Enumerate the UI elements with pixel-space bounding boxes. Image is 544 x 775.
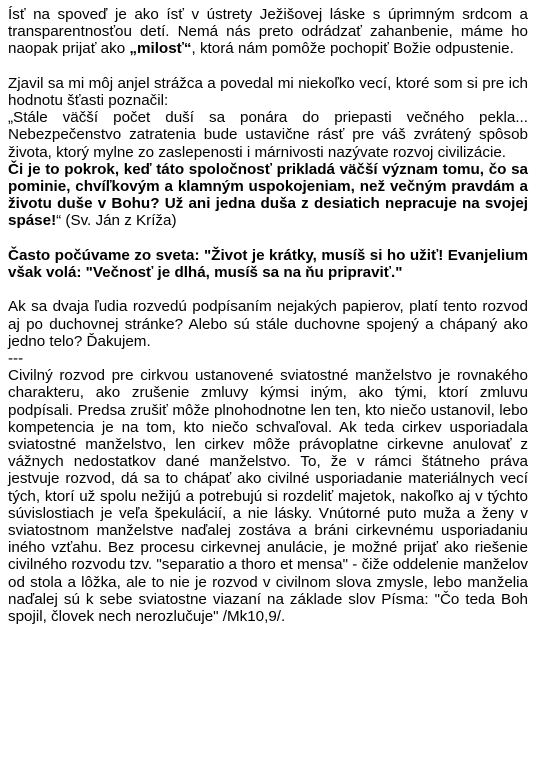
- separator-text: ---: [8, 350, 24, 368]
- paragraph-confession-emphasis: „milosť“: [129, 40, 192, 58]
- paragraph-angel: Zjavil sa mi môj anjel strážca a povedal mi niekoľko vecí, ktoré som si pre ich hodnotu šťasti poznačil:: [8, 74, 528, 109]
- paragraph-quote-bold-text: Či je to pokrok, keď táto spoločnosť prikladá väčší význam tomu, čo sa pominie, chvíľkovým a klamným uspokojeniam, než večným pravdám a životu duše v Bohu? Už ani jedna duša z desiatich nepracuje na svojej spáse!: [8, 160, 528, 230]
- paragraph-quote: „Stále väčší počet duší sa ponára do priepasti večného pekla... Nebezpečenstvo zatratenia bude ustavične rásť pre váš zvrátený spôsob života, ktorý mylne zo zaslepenosti i márnivosti nazývate rozvoj civilizácie.: [8, 109, 528, 161]
- paragraph-world-vs-gospel: [8, 247, 528, 281]
- paragraph-quote-attribution: “ (Sv. Ján z Kríža): [56, 212, 177, 230]
- paragraph-spacer: [8, 230, 528, 247]
- paragraph-quote-bold: [8, 161, 528, 230]
- paragraph-spacer: [8, 281, 528, 298]
- paragraph-confession-ending: , ktorá nám pomôže pochopiť Božie odpustenie.: [191, 40, 514, 58]
- document-page: [8, 6, 528, 625]
- paragraph-confession-text: Ísť na spoveď je ako ísť v ústrety Ježišovej láske s úprimným srdcom a transparentnosťou detí. Nemá nás preto odrádzať zahanbenie, máme ho naopak prijať ako: [8, 6, 528, 58]
- paragraph-confession: [8, 6, 528, 58]
- paragraph-question: Ak sa dvaja ľudia rozvedú podpísaním nejakých papierov, platí tento rozvod aj po duchovnej stránke? Alebo sú stále duchovne spojený a chápaný ako jedno telo? Ďakujem.: [8, 298, 528, 350]
- paragraph-spacer: [8, 58, 528, 75]
- paragraph-answer: Civilný rozvod pre cirkvou ustanovené sviatostné manželstvo je rovnakého charakteru, ako zrušenie zmluvy kýmsi iným, ako tými, ktorí zmluvu podpísali. Predsa zrušiť môže plnohodnotne len ten, kto niečo ustanovil, lebo kompetencia je na tom, kto niečo schvaľoval. Ak teda cirkev usporiadala sviatostné manželstvo, len cirkev môže právoplatne cirkevne anulovať z vážnych nedostatkov dané manželstvo. To, že v rámci štátneho práva jestvuje rozvod, dá sa to chápať ako civilné usporiadanie materiálnych vecí tých, ktorí už spolu nežijú a potrebujú si rozdeliť majetok, nakoľko aj v týchto súvislostiach je veľa špekulácií, a nie lásky. Vnútorné puto muža a ženy v sviatostnom manželstve naďalej zostáva a bráni cirkevnému usporiadaniu iného vzťahu. Bez procesu cirkevnej anulácie, je možné prijať ako riešenie civilného rozvodu tzv. "separatio a thoro et mensa" - čiže oddelenie manželov od stola a lôžka, ale to nie je rozvod v civilnom slova zmysle, lebo manželia naďalej sú k sebe sviatostne viazaní na základe slov Písma: "Čo teda Boh spojil, človek nech nerozlučuje" /Mk10,9/.: [8, 367, 528, 626]
- paragraph-world-vs-gospel-text: Často počúvame zo sveta: "Život je krátky, musíš si ho užiť! Evanjelium však volá: "Večnosť je dlhá, musíš sa na ňu pripraviť.": [8, 246, 528, 282]
